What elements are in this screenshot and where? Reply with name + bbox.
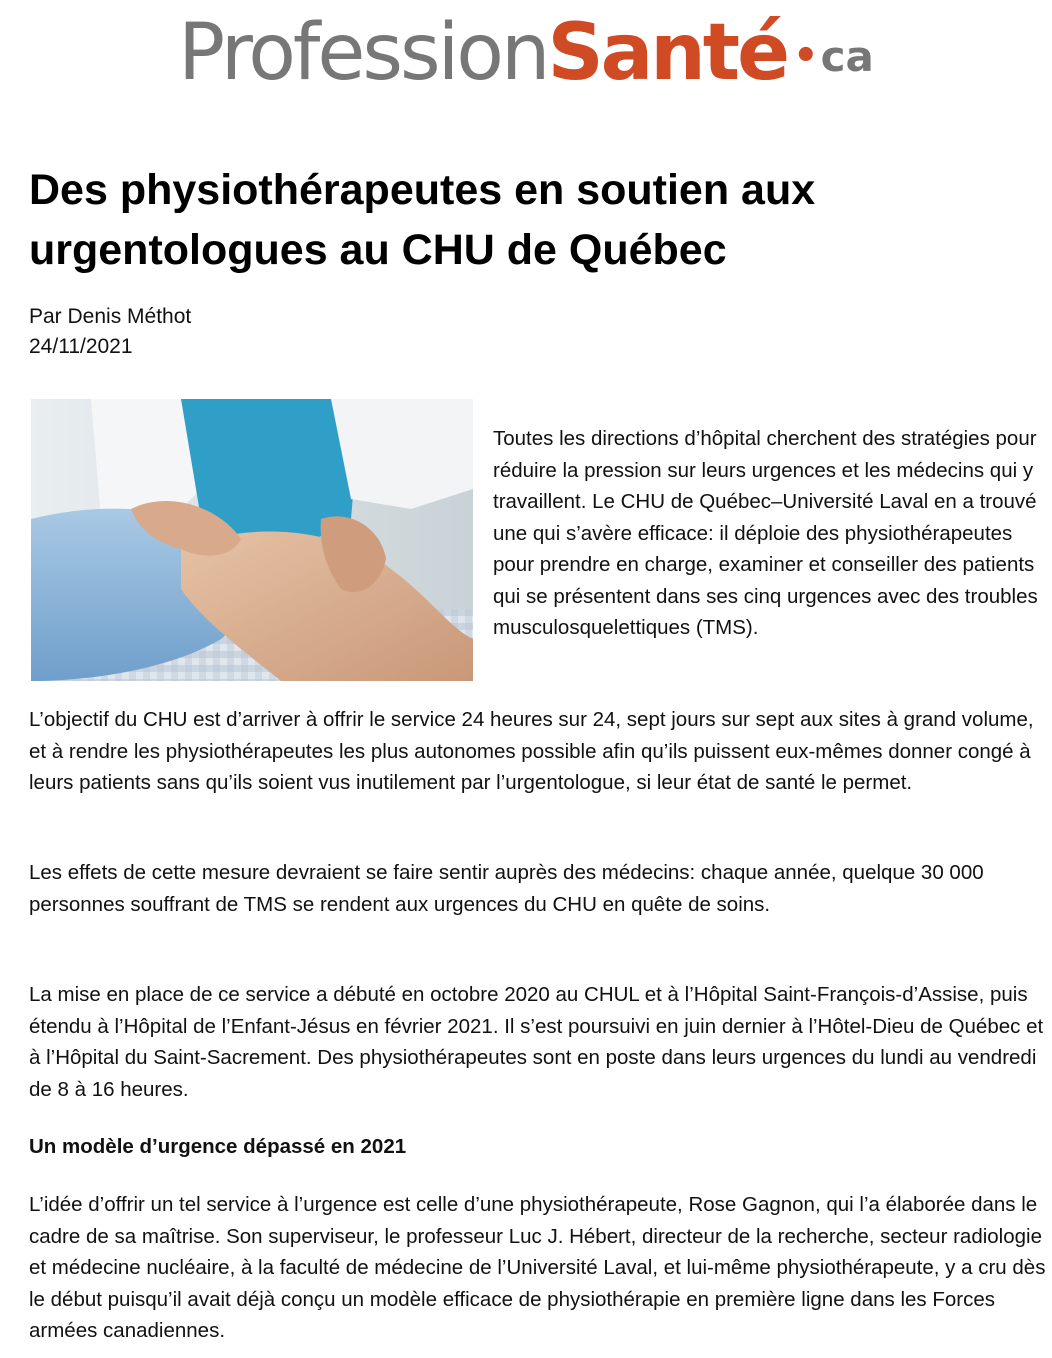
article-paragraph-4: L’idée d’offrir un tel service à l’urgence est celle d’une physiothérapeute, Rose Gagnon, qui l’a élaborée dans le cadre de sa maîtrise. Son superviseur, le professeur Luc J. Hébert, directeur de la recherche, secteur radiologie et médecine nucléaire, à la faculté de médecine de l’Université Laval, et lui-même physiothérapeute, y a cru dès le début puisqu’il avait déjà conçu un modèle efficace de physiothérapie en première ligne dans les Forces armées canadiennes. [29, 1193, 1046, 1342]
article-date: 24/11/2021 [29, 335, 133, 358]
logo-ca-text: ca [820, 32, 874, 81]
article-paragraph-3: La mise en place de ce service a débuté en octobre 2020 au CHUL et à l’Hôpital Saint-François-d’Assise, puis étendu à l’Hôpital de l’Enfant-Jésus en février 2021. Il s’est poursuivi en juin dernier à l’Hôtel-Dieu de Québec et à l’Hôpital du Saint-Sacrement. Des physiothérapeutes sont en poste dans leurs urgences du lundi au vendredi de 8 à 16 heures. [29, 983, 1044, 1101]
article-photo [31, 399, 473, 681]
article-paragraph-2: Les effets de cette mesure devraient se faire sentir auprès des médecins: chaque année, quelque 30 000 personnes souffrant de TMS se rendent aux urgences du CHU en quête de soins. [29, 861, 984, 916]
logo-dot-icon: • [793, 33, 819, 79]
article-intro-paragraph: Toutes les directions d’hôpital cherchent des stratégies pour réduire la pression sur leurs urgences et les médecins qui y travaillent. Le CHU de Québec–Université Laval en a trouvé une qui s’avère efficace: il déploie des physiothérapeutes pour prendre en charge, examiner et conseiller des patients qui se présentent dans ses cinq urgences avec des troubles musculosquelettiques (TMS). [493, 427, 1038, 639]
physiotherapy-photo-illustration [31, 399, 473, 681]
logo-sante-text: Santé [547, 8, 787, 98]
logo-profession-text: Profession [178, 8, 548, 98]
article-subheading: Un modèle d’urgence dépassé en 2021 [29, 1135, 407, 1158]
article-byline [29, 302, 191, 362]
article-title: Des physiothérapeutes en soutien aux urgentologues au CHU de Québec [29, 166, 816, 274]
article-paragraph-1: L’objectif du CHU est d’arriver à offrir le service 24 heures sur 24, sept jours sur sept aux sites à grand volume, et à rendre les physiothérapeutes les plus autonomes possible afin qu’ils puissent eux-mêmes donner congé à leurs patients sans qu’ils soient vus inutilement par l’urgentologue, si leur état de santé le permet. [29, 708, 1034, 794]
article-author: Par Denis Méthot [29, 305, 192, 328]
site-logo[interactable] [0, 8, 1052, 108]
